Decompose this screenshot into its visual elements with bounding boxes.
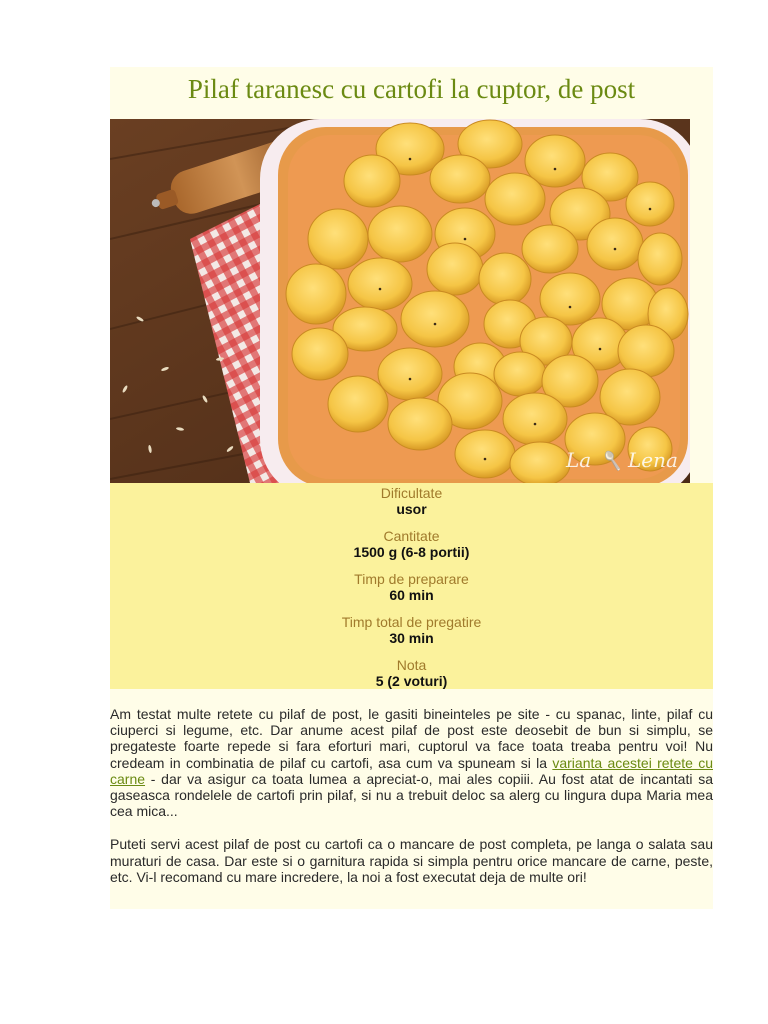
info-difficulty — [110, 483, 713, 517]
recipe-photo — [110, 119, 690, 483]
paragraph-text: - dar va asigur ca toata lumea a apreciat-o, mai ales copiii. Au fost atat de incantati sa gaseasca rondelele de cartofi prin pilaf, si nu a trebuit deloc sa alerg cu lingura dupa Maria mea cea mica... — [110, 770, 713, 820]
info-total-time — [110, 614, 713, 646]
svg-text:🥄: 🥄 — [600, 451, 623, 472]
recipe-meat-variant-link[interactable]: varianta acestei retete cu carne — [110, 754, 713, 787]
recipe-page — [110, 67, 713, 909]
info-value: usor — [396, 501, 427, 517]
recipe-description — [110, 706, 713, 902]
recipe-info-box — [110, 483, 713, 689]
description-paragraph-1 — [110, 706, 713, 819]
info-prep-time — [110, 571, 713, 603]
info-label: Cantitate — [383, 528, 440, 544]
photo-watermark-left: La — [566, 448, 592, 472]
info-label: Nota — [396, 657, 427, 673]
paragraph-text: Am testat multe retete cu pilaf de post, le gasiti bineinteles pe site - cu spanac, linte, pilaf cu ciuperci si legume, etc. Dar anume acest pilaf de post este deosebit de bun si simplu, se pregateste foarte repede si fara eforturi mari, cuptorul va face toata treaba pentru voi! Nu credeam in combinatia de pilaf cu cartofi, asa cum va spuneam si la — [110, 706, 713, 771]
recipe-title: Pilaf taranesc cu cartofi la cuptor, de post — [187, 74, 636, 104]
info-value: 1500 g (6-8 portii) — [353, 544, 470, 560]
info-value: 5 (2 voturi) — [375, 673, 448, 689]
info-rating — [110, 657, 713, 689]
info-value: 30 min — [389, 630, 434, 646]
info-label: Dificultate — [380, 485, 443, 501]
info-label: Timp de preparare — [354, 571, 469, 587]
description-paragraph-2: Puteti servi acest pilaf de post cu cartofi ca o mancare de post completa, pe langa o salata sau muraturi de casa. Dar este si o garnitura rapida si simpla pentru orice mancare de carne, peste, etc. Vi-l recomand cu mare incredere, la noi a fost executat deja de multe ori! — [110, 836, 713, 885]
info-label: Timp total de pregatire — [341, 614, 482, 630]
info-quantity — [110, 528, 713, 560]
info-value: 60 min — [389, 587, 434, 603]
photo-watermark-right: Lena — [628, 448, 678, 472]
